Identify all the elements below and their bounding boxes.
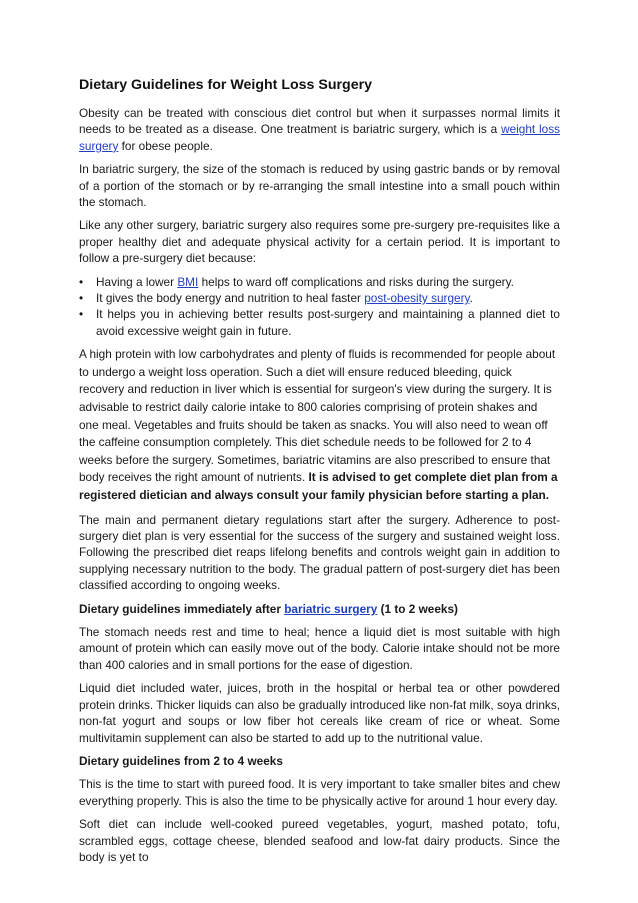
list-item-text: Having a lower xyxy=(96,274,178,289)
list-item xyxy=(79,306,560,339)
paragraph-soft-diet: Soft diet can include well-cooked pureed vegetables, yogurt, mashed potato, tofu, scrambled eggs, cottage cheese, blended seafood and low-fat dairy products. Since the body is yet to xyxy=(79,817,560,864)
list-item-text: It helps you in achieving better results post-surgery and maintaining a planned diet to avoid excessive weight gain in future. xyxy=(96,307,560,338)
list-item xyxy=(79,290,560,306)
paragraph-text: Obesity can be treated with conscious diet control but when it surpasses normal limits it needs to be treated as a disease. One treatment is bariatric surgery, which is a xyxy=(79,106,560,137)
section-heading-1-2-weeks xyxy=(79,601,560,617)
bullet-icon: • xyxy=(79,307,84,322)
bullet-icon: • xyxy=(79,291,84,306)
paragraph-high-protein xyxy=(79,346,560,504)
list-item-text: helps to ward off complications and risks during the surgery. xyxy=(198,274,514,289)
paragraph-intro xyxy=(79,105,560,154)
paragraph-post-surgery: The main and permanent dietary regulations start after the surgery. Adherence to post-surgery diet plan is very essential for the success of the surgery and sustained weight loss. Following the prescribed diet reaps lifelong benefits and controls weight gain in addition to supplying necessary nutrition to the body. The gradual pattern of post-surgery diet has been classified according to ongoing weeks. xyxy=(79,512,560,593)
bullet-icon: • xyxy=(79,274,84,289)
paragraph-stomach-rest: The stomach needs rest and time to heal; hence a liquid diet is most suitable with high amount of protein which can easily move out of the body. Calorie intake should not be more than 400 calories and in small portions for the ease of digestion. xyxy=(79,625,560,672)
heading-text: Dietary guidelines immediately after xyxy=(79,601,285,616)
paragraph-pureed-food: This is the time to start with pureed food. It is very important to take smaller bites and chew everything properly. This is also the time to be physically active for around 1 hour every day. xyxy=(79,777,560,808)
pre-surgery-reasons-list xyxy=(79,274,560,340)
heading-text: (1 to 2 weeks) xyxy=(377,601,458,616)
bmi-link[interactable]: BMI xyxy=(177,274,199,289)
weight-loss-surgery-link[interactable]: weight loss surgery xyxy=(79,122,560,153)
paragraph-bold-advice: It is advised to get complete diet plan from a registered dietician and always consult your family physician before starting a plan. xyxy=(79,470,558,503)
paragraph-bariatric: In bariatric surgery, the size of the stomach is reduced by using gastric bands or by removal of a portion of the stomach or by re-arranging the small intestine into a small pouch within the stomach. xyxy=(79,162,560,210)
list-item-text: . xyxy=(469,291,473,306)
post-obesity-surgery-link[interactable]: post-obesity surgery xyxy=(364,291,470,306)
section-heading-2-4-weeks: Dietary guidelines from 2 to 4 weeks xyxy=(79,753,283,768)
bariatric-surgery-link[interactable]: bariatric surgery xyxy=(284,601,378,616)
paragraph-liquid-diet: Liquid diet included water, juices, broth in the hospital or herbal tea or other powdered protein drinks. Thicker liquids can also be gradually introduced like non-fat milk, soya drinks, non-fat yogurt and soups or low fiber hot cereals like cream of rice or wheat. Some multivitamin supplement can also be started to add up to the nutritional value. xyxy=(79,681,560,745)
page-title: Dietary Guidelines for Weight Loss Surgery xyxy=(79,77,373,93)
paragraph-text: for obese people. xyxy=(118,138,213,153)
list-item-text: It gives the body energy and nutrition to heal faster xyxy=(96,291,365,306)
paragraph-pre-surgery: Like any other surgery, bariatric surgery also requires some pre-surgery pre-requisites like a proper healthy diet and adequate physical activity for a certain period. It is important to follow a pre-surgery diet because: xyxy=(79,218,560,266)
list-item xyxy=(79,274,560,290)
paragraph-text: A high protein with low carbohydrates and plenty of fluids is recommended for people about to undergo a weight loss operation. Such a diet will ensure reduced bleeding, quick recovery and reduction in liver which is essential for surgeon's view during the surgery. It is advisable to restrict daily calorie intake to 800 calories comprising of protein shakes and one meal. Vegetables and fruits should be taken as snacks. You will also need to wean off the caffeine consumption completely. This diet schedule needs to be followed for 2 to 4 weeks before the surgery. Sometimes, bariatric vitamins are also prescribed to ensure that body receives the right amount of nutrients. xyxy=(79,347,556,485)
